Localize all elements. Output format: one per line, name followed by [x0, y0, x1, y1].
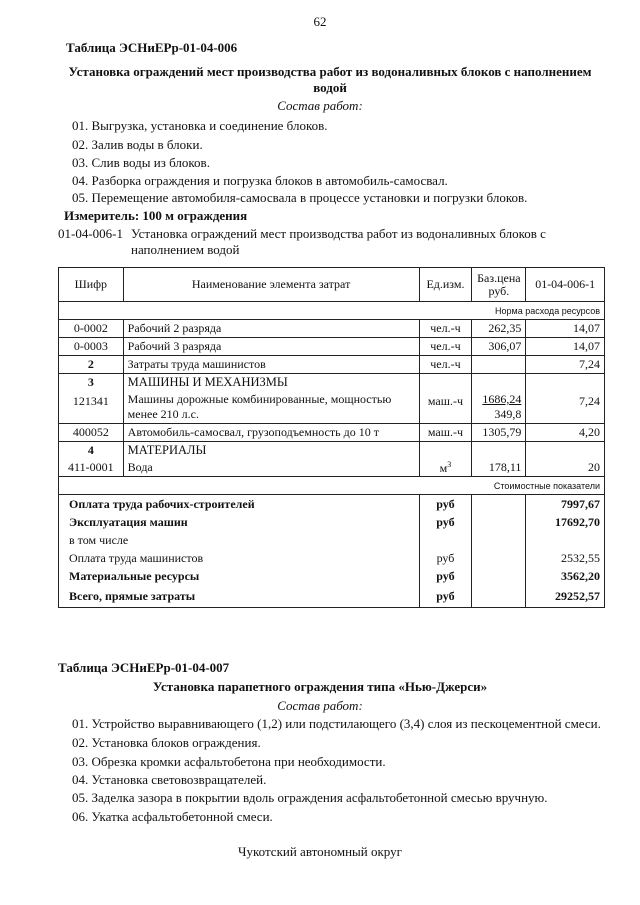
table-code: Таблица ЭСНиЕРр-01-04-007 — [58, 660, 230, 675]
row-value: 14,07 — [526, 338, 605, 356]
table-row — [59, 424, 605, 442]
work-item: 04. Установка световозвращателей. — [72, 772, 267, 787]
work-item: 01. Устройство выравнивающего (1,2) или подстилающего (3,4) слоя из пескоцементной смеси. — [72, 716, 601, 731]
section-code: 4 — [59, 442, 124, 460]
row-value: 20 — [526, 459, 605, 477]
work-item: 05. Заделка зазора в покрытии вдоль ограждения асфальтобетонной смесью вручную. — [72, 790, 548, 805]
item-description: Установка ограждений мест производства работ из водоналивных блоков с наполнением водой — [131, 226, 546, 257]
table-code: Таблица ЭСНиЕРр-01-04-006 — [66, 40, 238, 55]
row-price: 178,11 — [472, 459, 526, 477]
cost-name: в том числе — [59, 531, 420, 549]
row-name: Затраты труда машинистов — [123, 356, 419, 374]
header-name: Наименование элемента затрат — [123, 268, 419, 302]
row-name: Рабочий 3 разряда — [123, 338, 419, 356]
cost-name: Эксплуатация машин — [59, 513, 420, 531]
row-price: 1686,24 — [482, 392, 522, 406]
work-item: 02. Установка блоков ограждения. — [72, 735, 261, 750]
header-column: 01-04-006-1 — [526, 268, 605, 302]
row-value: 7,24 — [526, 391, 605, 424]
cost-value: 17692,70 — [526, 513, 605, 531]
row-value: 14,07 — [526, 320, 605, 338]
table-title: Установка ограждений мест производства работ из водоналивных блоков с наполнением водой — [68, 64, 592, 95]
row-price: 262,35 — [472, 320, 526, 338]
measure-unit: Измеритель: 100 м ограждения — [64, 208, 248, 223]
row-value: 4,20 — [526, 424, 605, 442]
table-title: Установка парапетного ограждения типа «Нью-Джерси» — [152, 679, 488, 694]
page-number: 62 — [313, 14, 327, 29]
row-unit: чел.-ч — [419, 320, 472, 338]
table-row — [59, 320, 605, 338]
row-unit: чел.-ч — [419, 356, 472, 374]
table-row — [59, 356, 605, 374]
row-price — [472, 356, 526, 374]
item-code: 01-04-006-1 — [58, 226, 123, 241]
row-unit: $м^3$ — [419, 459, 472, 477]
table-row — [59, 391, 605, 424]
header-unit: Ед.изм. — [419, 268, 472, 302]
row-code: 0-0003 — [59, 338, 124, 356]
section-title: МАШИНЫ И МЕХАНИЗМЫ — [123, 374, 419, 392]
section-row — [59, 374, 605, 392]
row-unit: чел.-ч — [419, 338, 472, 356]
table-header-row — [59, 268, 605, 302]
cost-row — [59, 567, 605, 585]
cost-value: 7997,67 — [526, 495, 605, 514]
row-code: 2 — [59, 356, 124, 374]
page-footer: Чукотский автономный округ — [238, 844, 402, 859]
row-code: 411-0001 — [59, 459, 124, 477]
cost-name: Всего, прямые затраты — [59, 585, 420, 608]
cost-unit: руб — [419, 567, 472, 585]
work-item: 03. Слив воды из блоков. — [72, 155, 210, 170]
cost-unit: руб — [419, 513, 472, 531]
cost-label: Стоимостные показатели — [59, 477, 605, 495]
cost-unit: руб — [419, 549, 472, 567]
row-code: 400052 — [59, 424, 124, 442]
table-row — [59, 459, 605, 477]
work-item: 01. Выгрузка, установка и соединение блоков. — [72, 118, 328, 133]
row-code: 0-0002 — [59, 320, 124, 338]
work-item: 03. Обрезка кромки асфальтобетона при необходимости. — [72, 754, 386, 769]
row-unit: маш.-ч — [419, 391, 472, 424]
header-code: Шифр — [59, 268, 124, 302]
cost-value: 3562,20 — [526, 567, 605, 585]
norm-label: Норма расхода ресурсов — [59, 302, 605, 320]
section-title: МАТЕРИАЛЫ — [123, 442, 419, 460]
row-unit: маш.-ч — [419, 424, 472, 442]
row-code: 121341 — [59, 391, 124, 424]
cost-value: 29252,57 — [526, 585, 605, 608]
table-row — [59, 338, 605, 356]
row-name: Машины дорожные комбинированные, мощностью менее 210 л.с. — [123, 391, 419, 424]
header-price: Баз.цена руб. — [472, 268, 526, 302]
section-code: 3 — [59, 374, 124, 392]
composition-label: Состав работ: — [277, 98, 363, 113]
work-item: 05. Перемещение автомобиля-самосвала в процессе установки и погрузки блоков. — [72, 190, 528, 205]
row-name: Автомобиль-самосвал, грузоподъемность до 10 т — [123, 424, 419, 442]
work-item: 02. Залив воды в блоки. — [72, 137, 203, 152]
row-price-secondary: 349,8 — [494, 407, 522, 421]
row-name: Рабочий 2 разряда — [123, 320, 419, 338]
row-price: 306,07 — [472, 338, 526, 356]
cost-value: 2532,55 — [526, 549, 605, 567]
cost-unit: руб — [419, 495, 472, 514]
work-item: 06. Укатка асфальтобетонной смеси. — [72, 809, 273, 824]
cost-row — [59, 513, 605, 531]
row-name: Вода — [123, 459, 419, 477]
section-row — [59, 442, 605, 460]
row-price: 1305,79 — [472, 424, 526, 442]
row-value: 7,24 — [526, 356, 605, 374]
cost-name: Материальные ресурсы — [59, 567, 420, 585]
cost-row — [59, 585, 605, 608]
cost-row — [59, 531, 605, 549]
resource-table — [58, 267, 605, 608]
work-item: 04. Разборка ограждения и погрузка блоков в автомобиль-самосвал. — [72, 173, 448, 188]
cost-name: Оплата труда машинистов — [59, 549, 420, 567]
cost-row — [59, 549, 605, 567]
cost-unit: руб — [419, 585, 472, 608]
cost-row — [59, 495, 605, 514]
cost-name: Оплата труда рабочих-строителей — [59, 495, 420, 514]
composition-label: Состав работ: — [277, 698, 363, 713]
